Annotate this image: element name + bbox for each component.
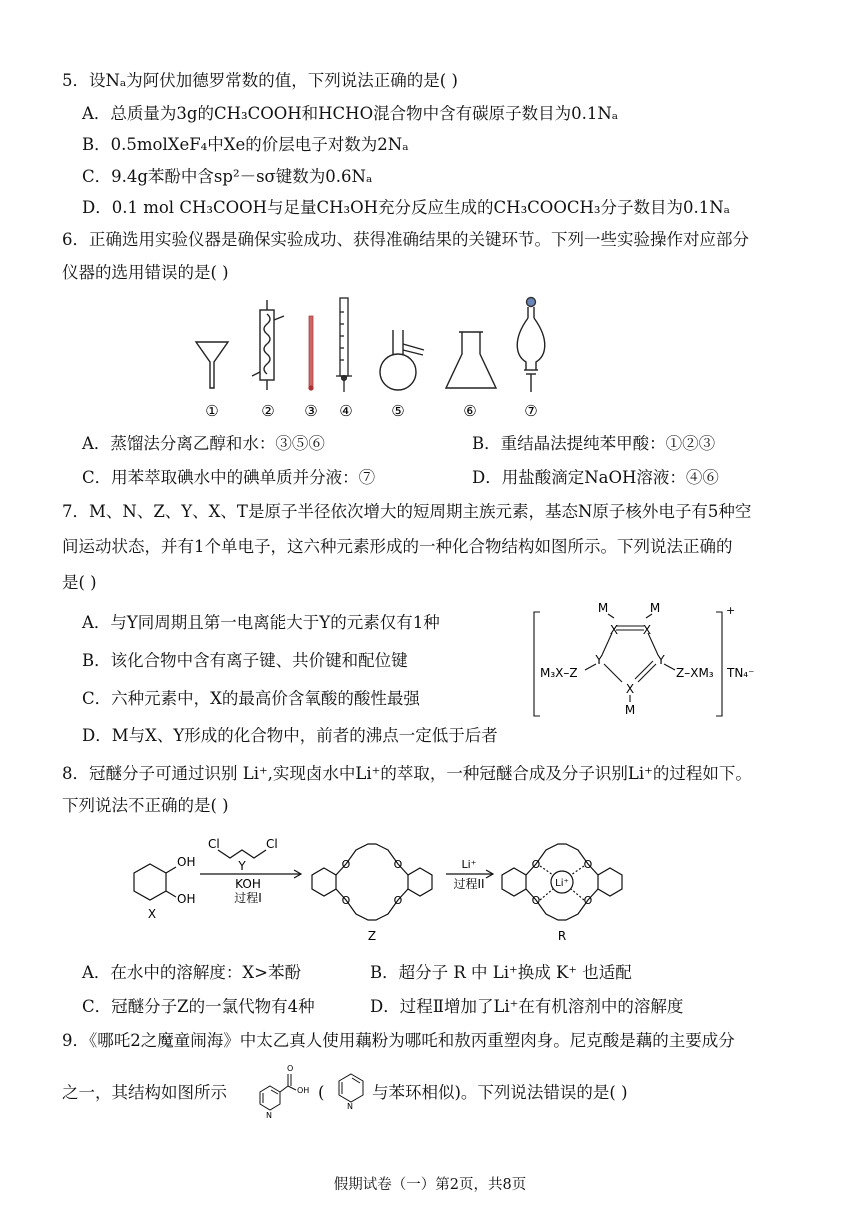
- q9-stem-line2c: 与苯环相似)。下列说法错误的是( ): [372, 1083, 628, 1102]
- conical-flask-icon: [446, 332, 496, 388]
- apparatus-label-1: ①: [205, 402, 219, 420]
- page-footer: 假期试卷（一）第2页，共8页: [333, 1177, 527, 1193]
- q8-option-a: A．在水中的溶解度：X>苯酚: [82, 963, 301, 982]
- q8-option-b: B．超分子 R 中 Li⁺换成 K⁺ 也适配: [370, 963, 632, 982]
- q5-option-d: D．0.1 mol CH₃COOH与足量CH₃OH充分反应生成的CH₃COOCH₃分子数目为0.1Nₐ: [82, 198, 731, 217]
- pyridine-nitrogen: N: [347, 1102, 353, 1111]
- ionic-compound-structure: [530, 600, 790, 720]
- burette-icon: [336, 298, 352, 392]
- koh-label: KOH: [235, 877, 261, 891]
- structure-left-group: M₃X–Z: [540, 666, 578, 680]
- q6-option-a: A．蒸馏法分离乙醇和水：③⑤⑥: [82, 434, 325, 453]
- structure-counter-anion: TN₄⁻: [727, 666, 755, 680]
- q7-option-d: D．M与X、Y形成的化合物中，前者的沸点一定低于后者: [82, 726, 498, 745]
- q7-stem-line3: 是( ): [62, 573, 97, 592]
- apparatus-label-7: ⑦: [524, 402, 538, 420]
- structure-atom-m-top-right: M: [649, 601, 661, 615]
- apparatus-label-4: ④: [339, 402, 353, 420]
- apparatus-label-6: ⑥: [463, 402, 477, 420]
- q9-stem-paren: (: [318, 1083, 325, 1102]
- r-label: R: [557, 929, 567, 943]
- q6-option-c: C．用苯萃取碘水中的碘单质并分液：⑦: [82, 468, 376, 487]
- r-oxygen-1: O: [531, 858, 541, 871]
- q6-stem-line1: 6．正确选用实验仪器是确保实验成功、获得准确结果的关键环节。下列一些实验操作对应部分: [62, 230, 749, 249]
- z-oxygen-1: O: [341, 858, 351, 871]
- q5-option-b: B．0.5molXeF₄中Xe的价层电子对数为2Nₐ: [82, 135, 409, 154]
- distillation-flask-icon: [380, 330, 424, 390]
- q7-option-b: B．该化合物中含有离子键、共价键和配位键: [82, 651, 408, 670]
- r-oxygen-2: O: [583, 858, 593, 871]
- structure-atom-x-right: X: [642, 623, 652, 637]
- q8-option-d: D．过程Ⅱ增加了Li⁺在有机溶剂中的溶解度: [370, 997, 684, 1016]
- nicotinic-oxygen: O: [287, 1064, 294, 1073]
- x-label: X: [147, 907, 157, 921]
- q5-option-a: A．总质量为3g的CH₃COOH和HCHO混合物中含有碳原子数目为0.1Nₐ: [82, 104, 619, 123]
- z-oxygen-2: O: [393, 858, 403, 871]
- q7-stem-line1: 7．M、N、Z、Y、X、T是原子半径依次增大的短周期主族元素，基态N原子核外电子有5种空: [62, 502, 752, 521]
- q6-option-d: D．用盐酸滴定NaOH溶液：④⑥: [472, 468, 719, 487]
- structure-atom-m-top-left: M: [597, 601, 609, 615]
- q9-stem-line2a: 之一，其结构如图所示: [62, 1083, 227, 1102]
- q7-option-a: A．与Y同周期且第一电离能大于Y的元素仅有1种: [82, 613, 440, 632]
- apparatus-label-5: ⑤: [391, 402, 405, 420]
- r-lithium-ion: Li⁺: [555, 878, 569, 889]
- nicotinic-oh: OH: [297, 1086, 310, 1095]
- r-oxygen-3: O: [531, 894, 541, 907]
- r-oxygen-4: O: [583, 894, 593, 907]
- q7-stem-line2: 间运动状态，并有1个单电子，这六种元素形成的一种化合物结构如图所示。下列说法正确的: [62, 537, 733, 556]
- z-oxygen-4: O: [393, 894, 403, 907]
- q8-stem-line2: 下列说法不正确的是( ): [62, 796, 229, 815]
- y-cl-left: Cl: [208, 837, 220, 851]
- q6-option-b: B．重结晶法提纯苯甲酸：①②③: [472, 434, 716, 453]
- structure-right-group: Z–XM₃: [676, 666, 714, 680]
- q8-option-c: C．冠醚分子Z的一氯代物有4种: [82, 997, 315, 1016]
- z-oxygen-3: O: [341, 894, 351, 907]
- x-oh-top: OH: [177, 855, 196, 869]
- structure-atom-y-right: Y: [657, 653, 665, 667]
- y-cl-right: Cl: [266, 837, 278, 851]
- structure-atom-y-left: Y: [595, 653, 603, 667]
- y-label: Y: [238, 859, 246, 873]
- li-reagent-label: Li⁺: [461, 858, 477, 871]
- lab-apparatus-figure: [190, 292, 560, 422]
- structure-charge: +: [726, 604, 736, 617]
- x-oh-bottom: OH: [177, 892, 196, 906]
- thermometer-icon: [308, 316, 313, 391]
- structure-atom-x-bottom: X: [625, 682, 635, 696]
- pyridine-ring-structure: [334, 1066, 368, 1110]
- crown-ether-synthesis-scheme: [120, 828, 640, 948]
- condenser-icon: [252, 300, 284, 390]
- process-1-label: 过程I: [234, 891, 262, 905]
- nicotinic-acid-structure: [252, 1062, 312, 1120]
- nicotinic-nitrogen: N: [266, 1111, 272, 1120]
- q7-option-c: C．六种元素中，X的最高价含氧酸的酸性最强: [82, 689, 420, 708]
- q9-stem-line1: 9．《哪吒2之魔童闹海》中太乙真人使用藕粉为哪吒和敖丙重塑肉身。尼克酸是藕的主要成分: [62, 1031, 735, 1050]
- funnel-icon: [196, 342, 228, 388]
- q8-stem-line1: 8．冠醚分子可通过识别 Li⁺,实现卤水中Li⁺的萃取，一种冠醚合成及分子识别Li⁺的过程如下。: [62, 764, 752, 783]
- apparatus-label-3: ③: [304, 402, 318, 420]
- structure-atom-x-left: X: [609, 623, 619, 637]
- separatory-funnel-icon: [517, 298, 545, 393]
- apparatus-label-2: ②: [261, 402, 275, 420]
- q5-option-c: C．9.4g苯酚中含sp²－sσ键数为0.6Nₐ: [82, 167, 373, 186]
- structure-atom-m-bottom: M: [624, 703, 636, 717]
- q6-stem-line2: 仪器的选用错误的是( ): [62, 263, 229, 282]
- process-2-label: 过程II: [453, 877, 485, 891]
- q5-stem: 5．设Nₐ为阿伏加德罗常数的值，下列说法正确的是( ): [62, 71, 458, 90]
- z-label: Z: [367, 929, 377, 943]
